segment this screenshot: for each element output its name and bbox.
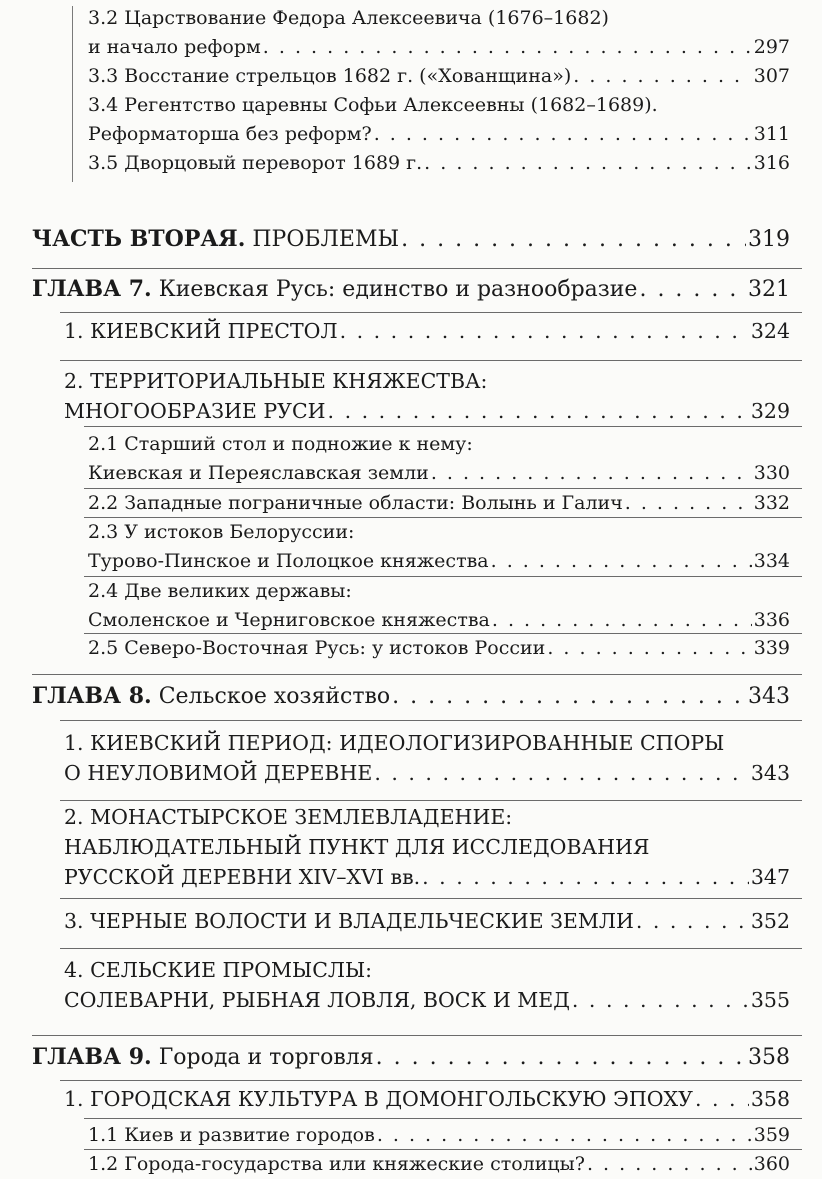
leader-dots — [491, 547, 752, 576]
page-number: 311 — [753, 123, 790, 145]
toc-subsection-2-4[interactable] — [88, 577, 790, 635]
leader-dots — [695, 1084, 749, 1114]
page-number: 358 — [748, 1045, 790, 1070]
entry-title: Турово-Пинское и Полоцкое княжества — [88, 550, 489, 572]
leader-dots — [374, 758, 749, 788]
toc-section-8-3[interactable] — [64, 906, 790, 936]
divider — [60, 800, 802, 801]
leader-dots — [374, 120, 752, 149]
entry-title: 1. КИЕВСКИЙ ПРЕСТОЛ — [64, 319, 338, 343]
page-number: 359 — [753, 1124, 790, 1146]
entry-title: и начало реформ — [88, 36, 261, 58]
entry-line: 2.4 Две великих державы: — [88, 580, 352, 602]
toc-entry-3-3[interactable] — [88, 62, 790, 91]
divider — [32, 1035, 802, 1036]
entry-line: 2. МОНАСТЫРСКОЕ ЗЕМЛЕВЛАДЕНИЕ: — [64, 805, 513, 829]
leader-dots — [424, 149, 752, 178]
divider — [60, 1080, 802, 1081]
toc-part-two[interactable] — [32, 224, 790, 254]
toc-section-8-4[interactable] — [64, 955, 790, 1015]
entry-title: Смоленское и Черниговское княжества — [88, 609, 490, 631]
chapter-label: ГЛАВА 7. — [32, 276, 152, 302]
toc-entry-3-2[interactable] — [88, 4, 790, 62]
page-number: 307 — [753, 65, 790, 87]
page-number: 329 — [750, 399, 790, 423]
entry-title: Реформаторша без реформ? — [88, 123, 372, 145]
entry-title: РУССКОЙ ДЕРЕВНИ XIV–XVI вв. — [64, 865, 421, 889]
entry-title: МНОГООБРАЗИЕ РУСИ — [64, 399, 326, 423]
page-number: 343 — [750, 761, 790, 785]
page-number: 297 — [753, 36, 790, 58]
page-number: 360 — [753, 1153, 790, 1175]
part-label: ЧАСТЬ ВТОРАЯ. — [32, 226, 246, 252]
toc-section-8-2[interactable] — [64, 802, 790, 892]
leader-dots — [636, 906, 749, 936]
leader-dots — [328, 396, 749, 426]
leader-dots — [392, 682, 746, 711]
entry-line: 2.3 У истоков Белоруссии: — [88, 521, 355, 543]
page-number: 339 — [753, 637, 790, 659]
entry-line: 3.2 Царствование Федора Алексеевича (1676–1682) — [88, 7, 609, 29]
section-bar — [72, 6, 73, 182]
leader-dots — [547, 634, 751, 663]
entry-line: 2.1 Старший стол и подножие к нему: — [88, 433, 473, 455]
entry-line: 4. СЕЛЬСКИЕ ПРОМЫСЛЫ: — [64, 958, 373, 982]
divider — [60, 720, 802, 721]
page-number: 330 — [753, 462, 790, 484]
leader-dots — [376, 1043, 746, 1072]
leader-dots — [625, 489, 752, 518]
entry-title: 2.2 Западные пограничные области: Волынь и Галич — [88, 492, 623, 514]
toc-subsection-2-2[interactable] — [88, 489, 790, 518]
chapter-label: ГЛАВА 8. — [32, 683, 152, 709]
page-number: 336 — [753, 609, 790, 631]
divider — [60, 312, 802, 313]
leader-dots — [639, 275, 746, 304]
leader-dots — [492, 606, 752, 635]
entry-line: 1. КИЕВСКИЙ ПЕРИОД: ИДЕОЛОГИЗИРОВАННЫЕ СПОРЫ — [64, 731, 725, 755]
toc-entry-3-4[interactable] — [88, 91, 790, 149]
entry-title: 1.2 Города-государства или княжеские столицы? — [88, 1153, 585, 1175]
page-number: 316 — [753, 152, 790, 174]
toc-subsection-2-5[interactable] — [88, 634, 790, 663]
leader-dots — [377, 1121, 752, 1150]
entry-title: 3.5 Дворцовый переворот 1689 г. — [88, 152, 423, 174]
divider — [84, 1118, 802, 1119]
entry-title: О НЕУЛОВИМОЙ ДЕРЕВНЕ — [64, 761, 373, 785]
entry-line: 3.4 Регентство царевны Софьи Алексеевны (1682–1689). — [88, 94, 658, 116]
chapter-title: Сельское хозяйство — [158, 684, 391, 709]
entry-title: Киевская и Переяславская земли — [88, 462, 429, 484]
leader-dots — [422, 862, 749, 892]
leader-dots — [401, 225, 746, 254]
chapter-title: Города и торговля — [158, 1045, 374, 1070]
entry-line: 2. ТЕРРИТОРИАЛЬНЫЕ КНЯЖЕСТВА: — [64, 369, 488, 393]
toc-subsection-2-1[interactable] — [88, 430, 790, 488]
leader-dots — [572, 985, 749, 1015]
toc-chapter-9[interactable] — [32, 1042, 790, 1072]
toc-subsection-1-1[interactable] — [88, 1121, 790, 1150]
chapter-title: Киевская Русь: единство и разнообразие — [158, 277, 638, 302]
toc-chapter-8[interactable] — [32, 681, 790, 711]
page-number: 321 — [748, 277, 790, 302]
page-number: 347 — [750, 865, 790, 889]
part-title: ПРОБЛЕМЫ — [252, 227, 400, 252]
divider — [60, 360, 802, 361]
entry-line: НАБЛЮДАТЕЛЬНЫЙ ПУНКТ ДЛЯ ИССЛЕДОВАНИЯ — [64, 835, 650, 859]
entry-title: СОЛЕВАРНИ, РЫБНАЯ ЛОВЛЯ, ВОСК И МЕД — [64, 988, 570, 1012]
divider — [84, 426, 802, 427]
toc-subsection-2-3[interactable] — [88, 518, 790, 576]
page-number: 352 — [750, 909, 790, 933]
leader-dots — [340, 316, 749, 346]
toc-section-9-1[interactable] — [64, 1084, 790, 1114]
page-number: 355 — [750, 988, 790, 1012]
divider — [32, 674, 802, 675]
entry-title: 1. ГОРОДСКАЯ КУЛЬТУРА В ДОМОНГОЛЬСКУЮ ЭПОХУ — [64, 1087, 693, 1111]
divider — [60, 898, 802, 899]
entry-title: 3.3 Восстание стрельцов 1682 г. («Хованщина») — [88, 65, 572, 87]
toc-subsection-1-2[interactable] — [88, 1150, 790, 1179]
toc-chapter-7[interactable] — [32, 274, 790, 304]
entry-title: 1.1 Киев и развитие городов — [88, 1124, 375, 1146]
page-number: 324 — [750, 319, 790, 343]
toc-entry-3-5[interactable] — [88, 149, 790, 178]
page-number: 334 — [753, 550, 790, 572]
toc-section-8-1[interactable] — [64, 728, 790, 788]
toc-section-7-1[interactable] — [64, 316, 790, 346]
leader-dots — [263, 33, 752, 62]
page-number: 343 — [748, 684, 790, 709]
toc-section-7-2[interactable] — [64, 366, 790, 426]
entry-title: 2.5 Северо-Восточная Русь: у истоков России — [88, 637, 546, 659]
page-number: 358 — [750, 1087, 790, 1111]
page-number: 332 — [753, 492, 790, 514]
chapter-label: ГЛАВА 9. — [32, 1044, 152, 1070]
divider — [60, 948, 802, 949]
leader-dots — [587, 1150, 752, 1179]
leader-dots — [573, 62, 752, 91]
leader-dots — [431, 459, 752, 488]
divider — [32, 268, 802, 269]
entry-title: 3. ЧЕРНЫЕ ВОЛОСТИ И ВЛАДЕЛЬЧЕСКИЕ ЗЕМЛИ — [64, 909, 634, 933]
page-number: 319 — [748, 227, 790, 252]
